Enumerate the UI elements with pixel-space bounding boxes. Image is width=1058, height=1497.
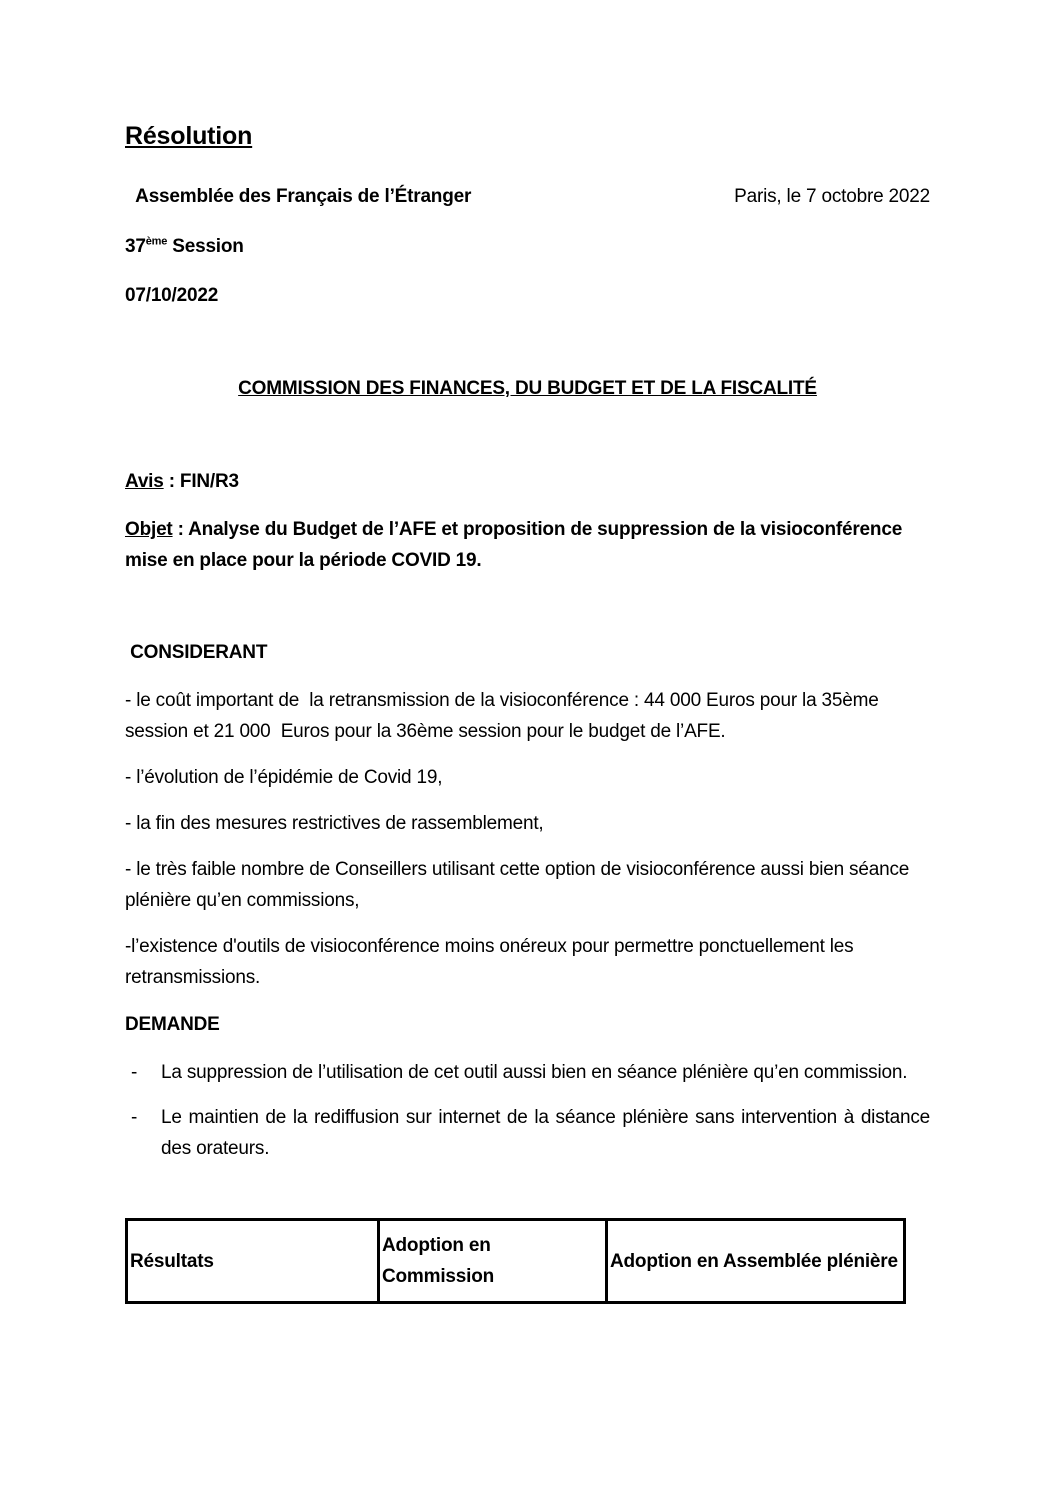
- commission-heading-text: COMMISSION DES FINANCES, DU BUDGET ET DE LA FISCALITÉ: [238, 378, 817, 399]
- demande-heading: DEMANDE: [125, 1014, 220, 1035]
- results-table-cell-resultats: Résultats: [127, 1220, 379, 1303]
- objet-paragraph: [125, 514, 930, 576]
- list-dash-marker: -: [131, 1062, 138, 1083]
- consideration-item-4: - le très faible nombre de Conseillers utilisant cette option de visioconférence aussi bien séance plénière qu’en commissions,: [125, 859, 915, 911]
- place-and-date: Paris, le 7 octobre 2022: [734, 186, 930, 207]
- demande-item-2: [125, 1102, 930, 1164]
- commission-heading: [125, 373, 930, 404]
- objet-label: Objet: [125, 519, 173, 540]
- results-table-row: [127, 1220, 905, 1303]
- demande-item-text: La suppression de l’utilisation de cet outil aussi bien en séance plénière qu’en commission.: [161, 1062, 908, 1083]
- session-ordinal-suffix: ème: [145, 235, 168, 248]
- session-number-line: [125, 231, 930, 262]
- results-table-cell-adoption-assemblee: Adoption en Assemblée plénière: [607, 1220, 905, 1303]
- session-number: 37: [125, 236, 146, 257]
- consideration-item-2: - l’évolution de l’épidémie de Covid 19,: [125, 767, 443, 788]
- session-word: Session: [167, 236, 244, 257]
- page-title: Résolution: [125, 122, 253, 150]
- consideration-item-1: - le coût important de la retransmission de la visioconférence : 44 000 Euros pour la 35ème session et 21 000 Euros pour la 36ème session pour le budget de l’AFE.: [125, 690, 884, 742]
- results-table: [125, 1218, 906, 1304]
- considerant-heading: CONSIDERANT: [125, 642, 268, 663]
- objet-text: : Analyse du Budget de l’AFE et proposition de suppression de la visioconférence mise en place pour la période COVID 19.: [125, 519, 908, 571]
- results-table-cell-adoption-commission: Adoption en Commission: [379, 1220, 607, 1303]
- consideration-item-5: -l’existence d'outils de visioconférence moins onéreux pour permettre ponctuellement les retransmissions.: [125, 936, 859, 988]
- document-header-row: [125, 181, 930, 212]
- avis-label: Avis: [125, 471, 164, 492]
- avis-value: : FIN/R3: [163, 471, 239, 492]
- list-dash-marker: -: [131, 1107, 138, 1128]
- avis-line: [125, 466, 930, 497]
- demande-item-1: [125, 1057, 930, 1088]
- organization-name: Assemblée des Français de l’Étranger: [125, 186, 472, 207]
- session-date: 07/10/2022: [125, 285, 219, 306]
- demande-item-text: Le maintien de la rediffusion sur internet de la séance plénière sans intervention à distance des orateurs.: [161, 1107, 930, 1159]
- consideration-item-3: - la fin des mesures restrictives de rassemblement,: [125, 813, 544, 834]
